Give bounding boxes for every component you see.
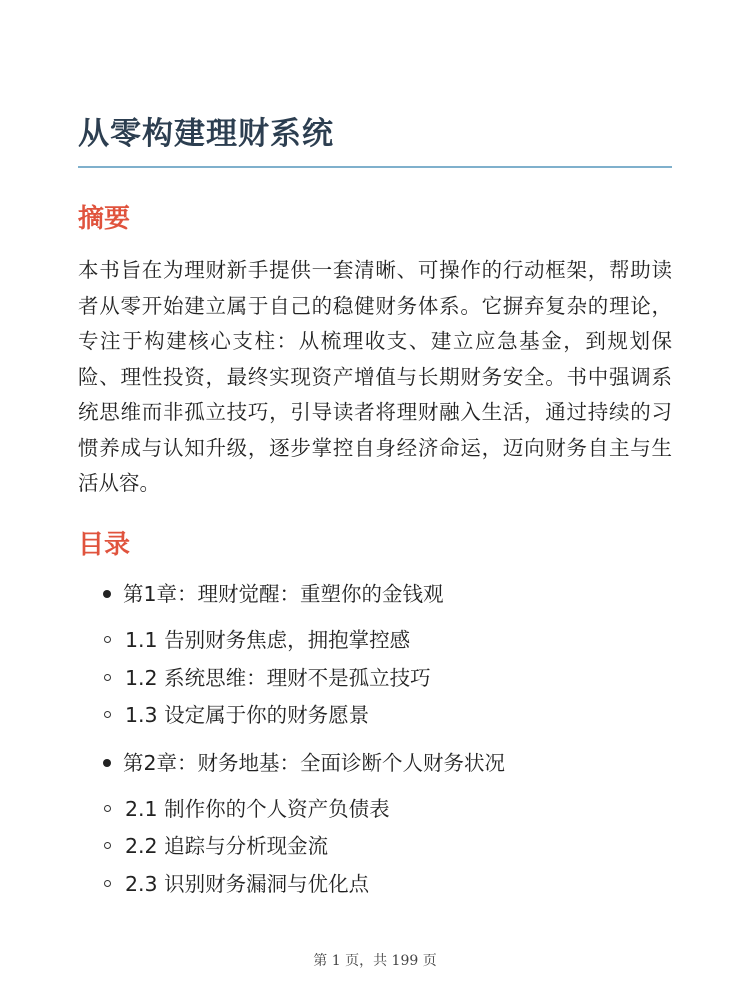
toc-heading: 目录 (78, 530, 131, 560)
toc-section-list (78, 791, 672, 904)
hollow-bullet-icon (104, 805, 111, 812)
toc-chapter-1 (78, 576, 672, 735)
toc-section-list (78, 622, 672, 735)
toc-section-item (78, 622, 672, 660)
toc-section-item (78, 660, 672, 698)
filled-bullet-icon (103, 590, 111, 598)
page-number-footer: 第 1 页，共 199 页 (313, 953, 437, 969)
book-title: 从零构建理财系统 (78, 116, 334, 152)
toc-section-title: 2.2 追踪与分析现金流 (125, 834, 329, 858)
toc-section-title: 1.2 系统思维：理财不是孤立技巧 (125, 665, 431, 690)
hollow-bullet-icon (104, 711, 111, 718)
toc-section-title: 1.1 告别财务焦虑，拥抱掌控感 (125, 628, 411, 652)
toc-section-title: 2.1 制作你的个人资产负债表 (125, 796, 390, 821)
hollow-bullet-icon (104, 636, 111, 643)
table-of-contents (78, 576, 672, 913)
title-divider (78, 166, 672, 168)
toc-section-title: 1.3 设定属于你的财务愿景 (125, 703, 370, 727)
toc-chapter-item (78, 576, 672, 612)
filled-bullet-icon (103, 759, 111, 767)
abstract-heading: 摘要 (78, 204, 131, 234)
toc-section-item (78, 697, 672, 735)
toc-section-item (78, 866, 672, 904)
hollow-bullet-icon (104, 880, 111, 887)
toc-section-title: 2.3 识别财务漏洞与优化点 (125, 871, 370, 896)
toc-section-item (78, 791, 672, 829)
hollow-bullet-icon (104, 842, 111, 849)
toc-chapter-2 (78, 745, 672, 904)
toc-chapter-title: 第2章：财务地基：全面诊断个人财务状况 (123, 750, 506, 775)
abstract-body: 本书旨在为理财新手提供一套清晰、可操作的行动框架，帮助读者从零开始建立属于自己的稳健财务体系。它摒弃复杂的理论，专注于构建核心支柱：从梳理收支、建立应急基金，到规划保险、理性投资，最终实现资产增值与长期财务安全。书中强调系统思维而非孤立技巧，引导读者将理财融入生活，通过持续的习惯养成与认知升级，逐步掌控自身经济命运，迈向财务自主与生活从容。 (78, 258, 672, 495)
hollow-bullet-icon (104, 674, 111, 681)
toc-chapter-title: 第1章：理财觉醒：重塑你的金钱观 (123, 582, 444, 606)
toc-section-item (78, 828, 672, 866)
toc-chapter-item (78, 745, 672, 781)
